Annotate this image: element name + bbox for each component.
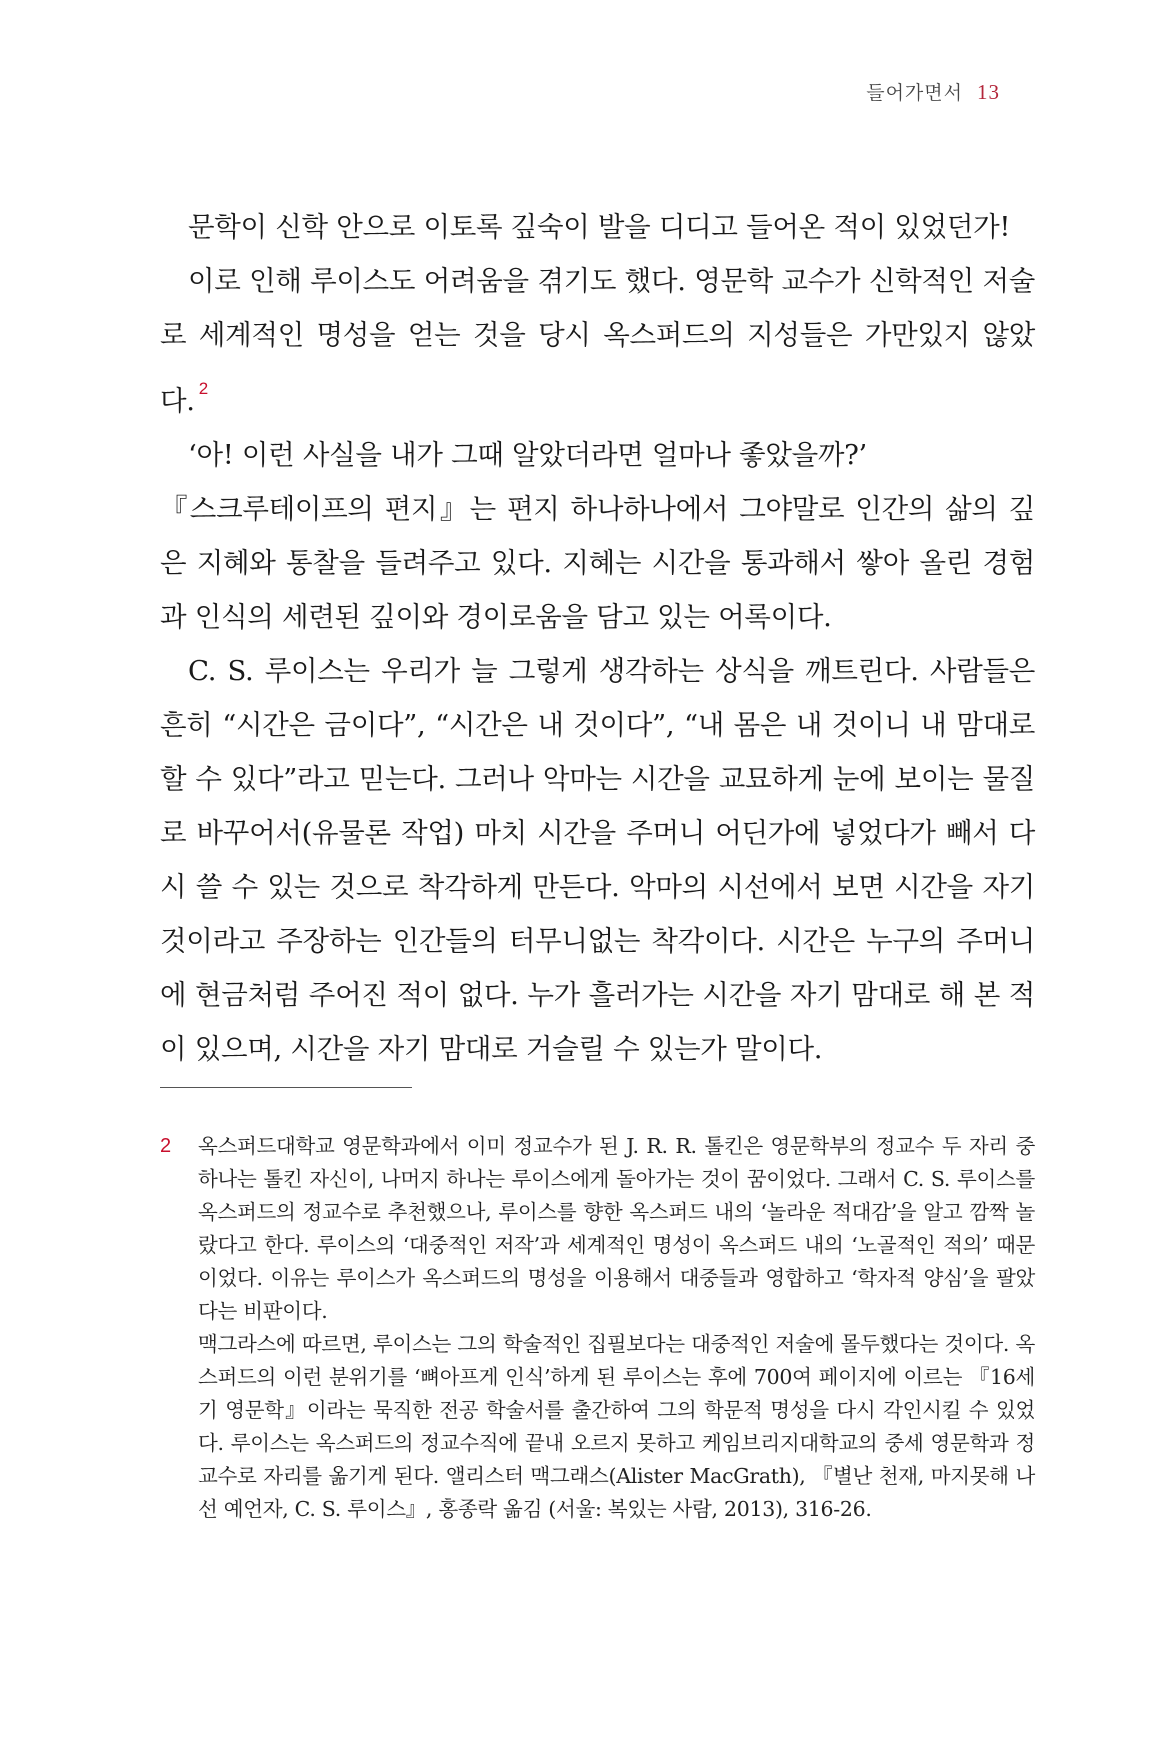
paragraph: C. S. 루이스는 우리가 늘 그렇게 생각하는 상식을 깨트린다. 사람들은 흔히 “시간은 금이다”, “시간은 내 것이다”, “내 몸은 내 것이니 내 맘대로 할 수 있다”라고 믿는다. 그러나 악마는 시간을 교묘하게 눈에 보이는 물질로 바꾸어서(유물론 작업) 마치 시간을 주머니 어딘가에 넣었다가 빼서 다시 쓸 수 있는 것으로 착각하게 만든다. 악마의 시선에서 보면 시간을 자기 것이라고 주장하는 인간들의 터무니없는 착각이다. 시간은 누구의 주머니에 현금처럼 주어진 적이 없다. 누가 흘러가는 시간을 자기 맘대로 해 본 적이 있으며, 시간을 자기 맘대로 거슬릴 수 있는가 말이다. <box>160 655 1035 1065</box>
footnote-paragraph: 맥그라스에 따르면, 루이스는 그의 학술적인 집필보다는 대중적인 저술에 몰두했다는 것이다. 옥스퍼드의 이런 분위기를 ‘뼈아프게 인식’하게 된 루이스는 후에 700여 페이지에 이르는 『16세기 영문학』이라는 묵직한 전공 학술서를 출간하여 그의 학문적 명성을 다시 각인시킬 수 있었다. 루이스는 옥스퍼드의 정교수직에 끝내 오르지 못하고 케임브리지대학교의 중세 영문학과 정교수로 자리를 옮기게 된다. 앨리스터 맥그래스(Alister MacGrath), 『별난 천재, 마지못해 나선 예언자, C. S. 루이스』, 홍종락 옮김 (서울: 복있는 사람, 2013), 316-26. <box>198 1332 1035 1521</box>
paragraph: 문학이 신학 안으로 이토록 깊숙이 발을 디디고 들어온 적이 있었던가! <box>188 211 1011 243</box>
footnote-marker[interactable]: 2 <box>198 379 208 398</box>
paragraph <box>160 254 1035 428</box>
running-header <box>866 78 1000 105</box>
paragraph: 『스크루테이프의 편지』는 편지 하나하나에서 그야말로 인간의 삶의 깊은 지혜와 통찰을 들려주고 있다. 지혜는 시간을 통과해서 쌓아 올린 경험과 인식의 세련된 깊이와 경이로움을 담고 있는 어록이다. <box>160 493 1035 633</box>
footnote <box>160 1130 1035 1526</box>
page-number: 13 <box>977 80 1000 104</box>
footnote-number: 2 <box>160 1135 172 1157</box>
footnote-paragraph: 옥스퍼드대학교 영문학과에서 이미 정교수가 된 J. R. R. 톨킨은 영문학부의 정교수 두 자리 중 하나는 톨킨 자신이, 나머지 하나는 루이스에게 돌아가는 것이 꿈이었다. 그래서 C. S. 루이스를 옥스퍼드의 정교수로 추천했으나, 루이스를 향한 옥스퍼드 내의 ‘놀라운 적대감’을 알고 깜짝 놀랐다고 한다. 루이스의 ‘대중적인 저작’과 세계적인 명성이 옥스퍼드 내의 ‘노골적인 적의’ 때문이었다. 이유는 루이스가 옥스퍼드의 명성을 이용해서 대중들과 영합하고 ‘학자적 양심’을 팔았다는 비판이다. <box>198 1134 1035 1323</box>
paragraph: ‘아! 이런 사실을 내가 그때 알았더라면 얼마나 좋았을까?’ <box>188 439 867 471</box>
paragraph-text: 이로 인해 루이스도 어려움을 겪기도 했다. 영문학 교수가 신학적인 저술로 세계적인 명성을 얻는 것을 당시 옥스퍼드의 지성들은 가만있지 않았다. <box>160 265 1035 417</box>
body-text <box>160 200 1035 1076</box>
chapter-title: 들어가면서 <box>866 82 963 104</box>
footnote-divider <box>160 1087 412 1088</box>
